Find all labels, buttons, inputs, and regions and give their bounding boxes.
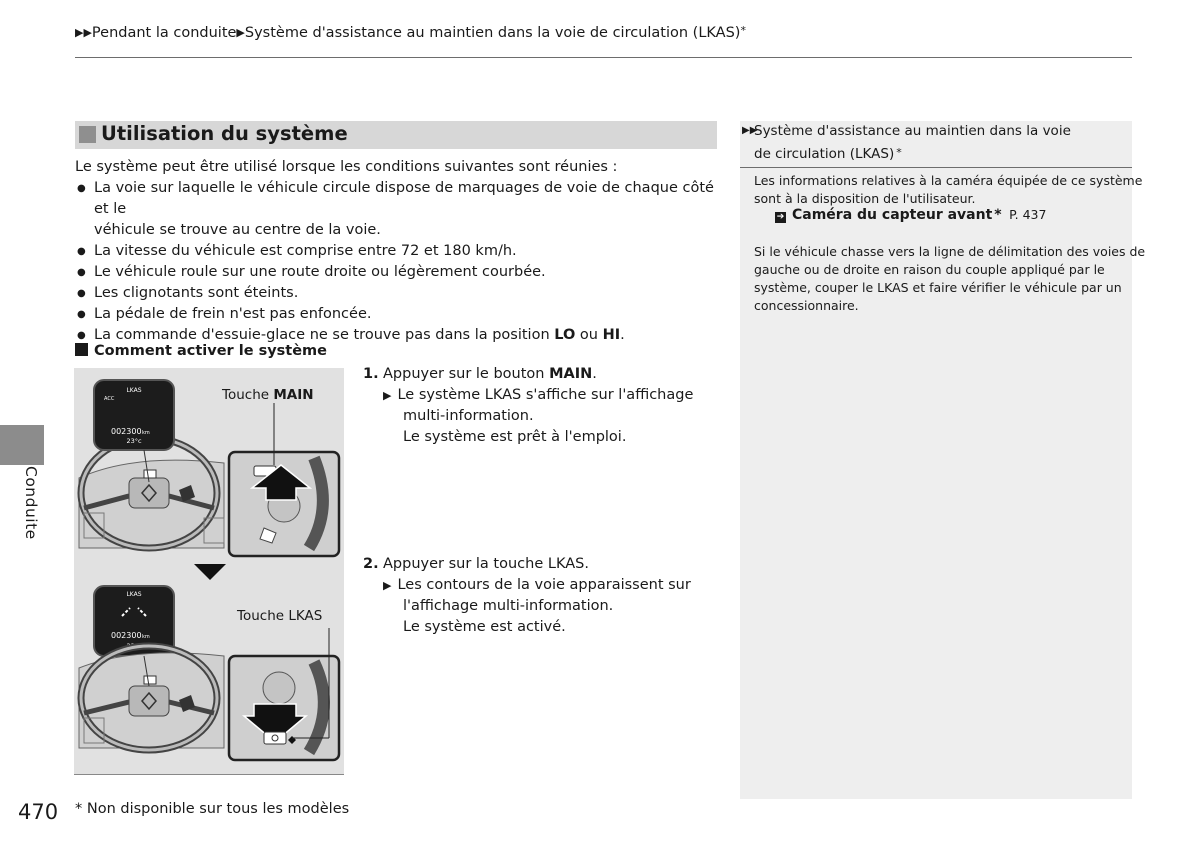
list-item — [75, 304, 725, 325]
cross-reference-link[interactable] — [775, 207, 1046, 223]
step-down-arrow-icon — [194, 564, 226, 580]
step-1 — [363, 364, 723, 454]
list-item — [75, 241, 725, 262]
chapter-tab[interactable] — [18, 466, 48, 546]
breadcrumb — [75, 24, 746, 41]
sidebar-note — [740, 121, 1146, 799]
display1-odo: 002300 — [111, 427, 142, 436]
conditions-list — [75, 178, 725, 346]
section-title: Utilisation du système — [101, 122, 348, 145]
list-item-text: La voie sur laquelle le véhicule circule dispose de marquages de voie de chaque côté et le — [94, 180, 714, 217]
subsection-title-text: Comment activer le système — [94, 343, 327, 359]
list-item — [75, 262, 725, 283]
note-arrows-icon: ▶▶ — [742, 125, 758, 136]
black-square-icon — [75, 343, 88, 356]
lkas-button-label: Touche LKAS — [237, 608, 323, 624]
step-number: 2. — [363, 556, 379, 572]
list-item-text: Les clignotants sont éteints. — [94, 285, 299, 301]
display2-odo: 002300 — [111, 631, 142, 640]
step-result: ▶ Les contours de la voie apparaissent sur — [383, 577, 691, 593]
intro-text: Le système peut être utilisé lorsque les conditions suivantes sont réunies : — [75, 159, 618, 175]
sidebar-header — [740, 121, 1132, 168]
xref-title: Caméra du capteur avant — [792, 207, 993, 223]
step-2 — [363, 554, 723, 644]
xref-star: * — [994, 207, 1002, 223]
step-result: ▶ Le système LKAS s'affiche sur l'affichage — [383, 387, 694, 403]
display2-temp: 23°c — [126, 642, 142, 650]
sidebar-text: système, couper le LKAS et faire vérifier le véhicule par un — [754, 280, 1122, 295]
display1-temp: 23°c — [126, 437, 142, 445]
step-number: 1. — [363, 366, 379, 382]
step-text: Appuyer sur la touche LKAS. — [383, 556, 589, 572]
breadcrumb-lkas[interactable]: Système d'assistance au maintien dans la voie de circulation (LKAS) — [244, 25, 741, 41]
step-text: Appuyer sur le bouton MAIN. — [383, 366, 597, 382]
steering-wheel-illustration — [74, 368, 344, 775]
lower-dashboard-drawing — [79, 646, 224, 750]
footnote: * Non disponible sur tous les modèles — [75, 801, 350, 817]
upper-dashboard-drawing — [79, 438, 224, 548]
list-item-text: véhicule se trouve au centre de la voie. — [94, 222, 381, 238]
sidebar-text: concessionnaire. — [754, 298, 859, 313]
illustration-drawing — [74, 368, 344, 774]
breadcrumb-driving[interactable]: Pendant la conduite — [91, 25, 237, 41]
triangle-right-icon: ▶ — [383, 389, 392, 402]
chapter-tab-marker[interactable] — [0, 425, 44, 465]
sidebar-title-cont: de circulation (LKAS) * — [754, 146, 902, 162]
list-item-text: . — [620, 327, 625, 343]
lo-position: LO — [554, 327, 576, 343]
section-square-icon — [79, 126, 96, 143]
display2-lkas: LKAS — [126, 591, 142, 598]
display-1 — [94, 380, 174, 450]
triangle-right-icon: ▶ — [383, 579, 392, 592]
sidebar-title: Système d'assistance au maintien dans la voie — [754, 123, 1071, 139]
section-header — [75, 121, 717, 149]
list-item-text: La pédale de frein n'est pas enfoncée. — [94, 306, 372, 322]
arrow-icon: ▶ — [236, 26, 245, 39]
main-button-label: Touche MAIN — [222, 387, 314, 403]
display2-unit: km — [142, 634, 150, 640]
double-arrow-icon: ▶▶ — [75, 26, 92, 39]
header-divider — [75, 57, 1132, 58]
subsection-title — [75, 343, 327, 359]
list-item-text: La commande d'essuie-glace ne se trouve pas dans la position — [94, 327, 555, 343]
sidebar-text: Si le véhicule chasse vers la ligne de délimitation des voies de — [754, 244, 1146, 259]
asterisk: * — [740, 24, 746, 37]
list-item-text: La vitesse du véhicule est comprise entre 72 et 180 km/h. — [94, 243, 517, 259]
xref-page: P. 437 — [1009, 207, 1047, 222]
page-number: 470 — [18, 800, 59, 824]
display1-lkas: LKAS — [126, 387, 142, 394]
hi-position: HI — [602, 327, 621, 343]
sidebar-text: gauche ou de droite en raison du couple appliqué par le — [754, 262, 1105, 277]
lkas-button-inset — [229, 628, 339, 760]
display1-acc: ACC — [104, 396, 115, 402]
main-button-inset — [229, 403, 339, 556]
step-result-cont: Le système est activé. — [403, 619, 566, 635]
list-item-text: ou — [575, 327, 603, 343]
list-item — [75, 178, 725, 241]
list-item-text: Le véhicule roule sur une route droite ou légèrement courbée. — [94, 264, 546, 280]
step-result-cont: Le système est prêt à l'emploi. — [403, 429, 627, 445]
step-result-cont: l'affichage multi-information. — [403, 598, 614, 614]
list-item — [75, 283, 725, 304]
step-result-cont: multi-information. — [403, 408, 534, 424]
display1-unit: km — [142, 430, 150, 436]
sidebar-text: Les informations relatives à la caméra équipée de ce système — [754, 173, 1143, 188]
chapter-tab-label: Conduite — [22, 466, 40, 540]
sidebar-text: sont à la disposition de l'utilisateur. — [754, 191, 976, 206]
link-arrow-icon: ➔ — [776, 212, 785, 222]
